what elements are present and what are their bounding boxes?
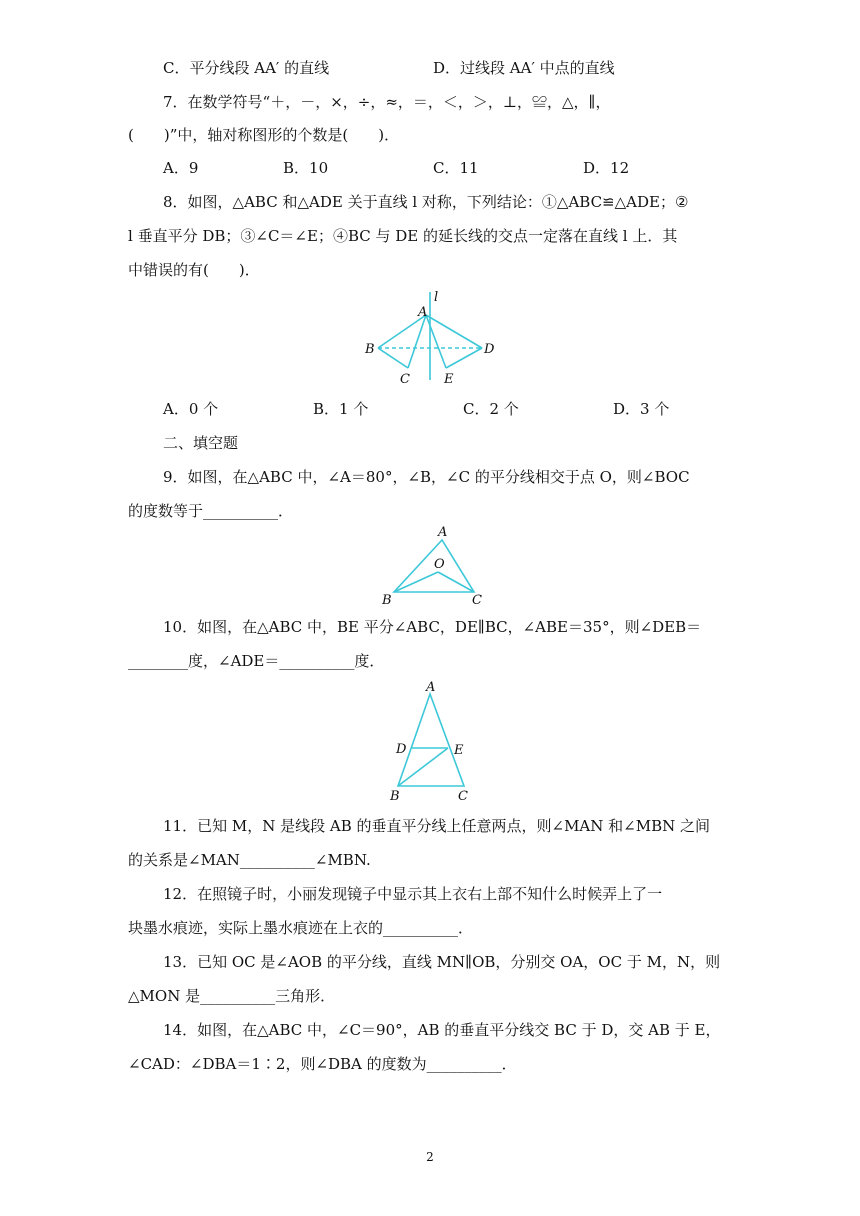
label-b: B (365, 342, 375, 357)
q11-line2: 的关系是∠MAN__________∠MBN. (128, 851, 371, 869)
label-e: E (444, 372, 454, 387)
q10-line1: 10．如图，在△ABC 中，BE 平分∠ABC，DE∥BC，∠ABE＝35°，则∠DEB＝ (163, 618, 702, 636)
q13-line2: △MON 是__________三角形． (128, 987, 336, 1005)
q7-line2: ( )”中，轴对称图形的个数是( )． (128, 126, 400, 144)
q13-line1: 13．已知 OC 是∠AOB 的平分线，直线 MN∥OB，分别交 OA，OC 于 M，N，则 (163, 953, 721, 971)
q8-figure (360, 288, 500, 388)
q8-option-c: C．2 个 (463, 400, 519, 418)
q7-option-c: C．11 (433, 159, 479, 177)
label-c: C (400, 372, 410, 387)
q7-option-b: B．10 (283, 159, 329, 177)
q11-line1: 11．已知 M，N 是线段 AB 的垂直平分线上任意两点，则∠MAN 和∠MBN 之间 (163, 817, 710, 835)
q7-line1: 7．在数学符号“＋，－，×，÷，≈，＝，＜，＞，⊥，≌，△，∥， (163, 93, 611, 111)
q10-figure (384, 678, 484, 804)
label-d: D (484, 342, 495, 357)
label-l: l (434, 290, 439, 305)
segment-ad (426, 315, 482, 348)
q8-line3: 中错误的有( )． (128, 261, 260, 279)
label-o: O (434, 557, 445, 572)
q8-option-d: D．3 个 (613, 400, 670, 418)
q8-option-a: A．0 个 (163, 400, 219, 418)
q12-line2: 块墨水痕迹，实际上墨水痕迹在上衣的__________． (128, 919, 474, 937)
label-e: E (454, 743, 464, 758)
section-title: 二、填空题 (163, 434, 239, 452)
segment-ac (408, 315, 426, 368)
page-number: 2 (426, 1150, 434, 1164)
triangle-abc (398, 694, 464, 786)
segment-bc (378, 348, 408, 368)
q8-line1: 8．如图，△ABC 和△ADE 关于直线 l 对称，下列结论：①△ABC≌△ADE；② (163, 193, 689, 211)
q9-line2: 的度数等于__________． (128, 502, 294, 520)
q10-line2: ________度，∠ADE＝__________度． (128, 652, 385, 670)
label-a: A (438, 526, 448, 540)
label-a: A (418, 305, 428, 320)
segment-ae (426, 315, 446, 368)
option-c: C．平分线段 AA′ 的直线 (163, 59, 330, 77)
q8-line2: l 垂直平分 DB；③∠C＝∠E；④BC 与 DE 的延长线的交点一定落在直线 l 上．其 (128, 227, 678, 245)
q7-option-d: D．12 (583, 159, 630, 177)
segment-bo (394, 572, 438, 592)
label-b: B (382, 593, 392, 606)
q9-figure (378, 526, 490, 606)
label-c: C (472, 593, 482, 606)
option-d: D．过线段 AA′ 中点的直线 (433, 59, 615, 77)
q9-line1: 9．如图，在△ABC 中，∠A＝80°，∠B，∠C 的平分线相交于点 O，则∠BOC (163, 468, 690, 486)
q8-option-b: B．1 个 (313, 400, 369, 418)
label-b: B (390, 789, 400, 804)
label-c: C (458, 789, 468, 804)
label-d: D (396, 742, 407, 757)
label-a: A (426, 680, 436, 695)
segment-de (446, 348, 482, 368)
q7-option-a: A．9 (163, 159, 199, 177)
q14-line1: 14．如图，在△ABC 中，∠C＝90°，AB 的垂直平分线交 BC 于 D，交 AB 于 E， (163, 1021, 721, 1039)
q14-line2: ∠CAD：∠DBA＝1∶2，则∠DBA 的度数为__________． (128, 1055, 517, 1073)
q12-line1: 12．在照镜子时，小丽发现镜子中显示其上衣右上部不知什么时候弄上了一 (163, 885, 663, 903)
